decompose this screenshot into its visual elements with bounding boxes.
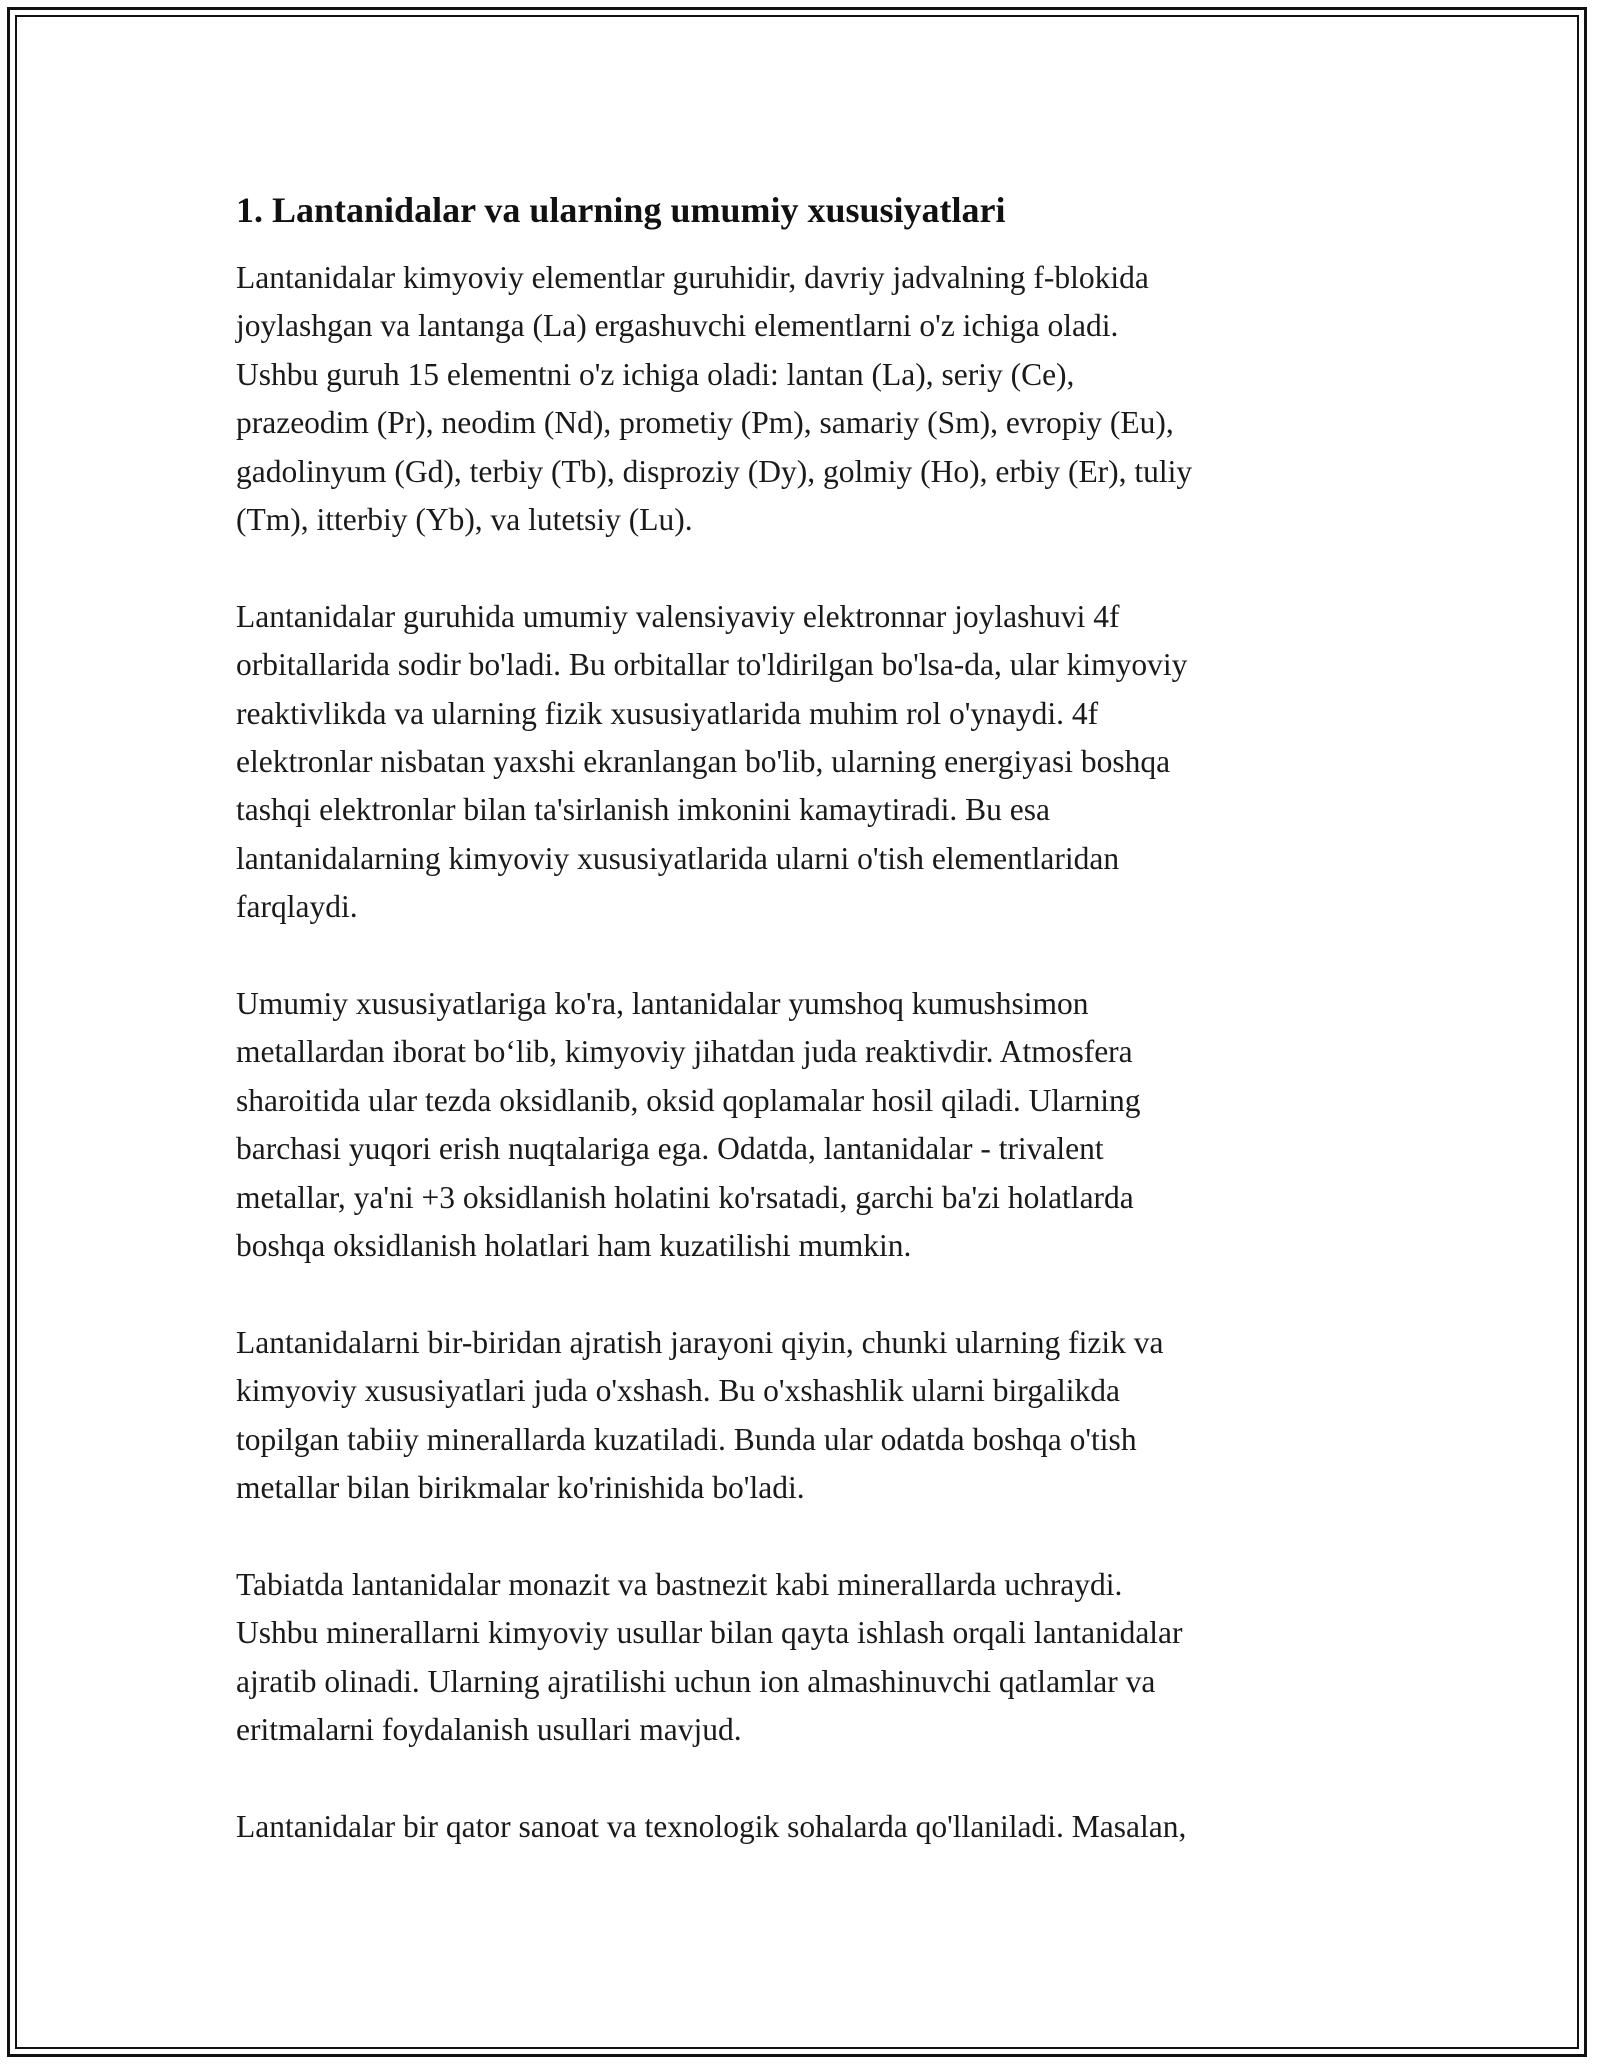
- paragraph-general-properties: Umumiy xususiyatlariga ko'ra, lantanidalar yumshoq kumushsimon metallardan iborat bo‘lib, kimyoviy jihatdan juda reaktivdir. Atmosfera sharoitida ular tezda oksidlanib, oksid qoplamalar hosil qiladi. Ularning barchasi yuqori erish nuqtalariga ega. Odatda, lantanidalar - trivalent metallar, ya'ni +3 oksidlanish holatini ko'rsatadi, garchi ba'zi holatlarda boshqa oksidlanish holatlari ham kuzatilishi mumkin.: [236, 986, 1141, 1264]
- paragraph-applications: Lantanidalar bir qator sanoat va texnologik sohalarda qo'llaniladi. Masalan,: [236, 1808, 1187, 1844]
- paragraph-minerals: Tabiatda lantanidalar monazit va bastnezit kabi minerallarda uchraydi. Ushbu minerallarni kimyoviy usullar bilan qayta ishlash orqali lantanidalar ajratib olinadi. Ularning ajratilishi uchun ion almashinuvchi qatlamlar va eritmalarni foydalanish usullari mavjud.: [236, 1566, 1183, 1748]
- paragraph-separation: Lantanidalarni bir-biridan ajratish jarayoni qiyin, chunki ularning fizik va kimyoviy xususiyatlari juda o'xshash. Bu o'xshashlik ularni birgalikda topilgan tabiiy minerallarda kuzatiladi. Bunda ular odatda boshqa o'tish metallar bilan birikmalar ko'rinishida bo'ladi.: [236, 1324, 1164, 1506]
- paragraph-intro: Lantanidalar kimyoviy elementlar guruhidir, davriy jadvalning f-blokida joylashgan va lantanga (La) ergashuvchi elementlarni o'z ichiga oladi. Ushbu guruh 15 elementni o'z ichiga oladi: lantan (La), seriy (Ce), prazeodim (Pr), neodim (Nd), prometiy (Pm), samariy (Sm), evropiy (Eu), gadolinyum (Gd), terbiy (Tb), disproziy (Dy), golmiy (Ho), erbiy (Er), tuliy (Tm), itterbiy (Yb), va lutetsiy (Lu).: [236, 260, 1193, 538]
- document-body: [236, 186, 1366, 1900]
- section-heading: 1. Lantanidalar va ularning umumiy xususiyatlari: [236, 190, 1006, 230]
- paragraph-4f-electrons: Lantanidalar guruhida umumiy valensiyaviy elektronnar joylashuvi 4f orbitallarida sodir bo'ladi. Bu orbitallar to'ldirilgan bo'lsa-da, ular kimyoviy reaktivlikda va ularning fizik xususiyatlarida muhim rol o'ynaydi. 4f elektronlar nisbatan yaxshi ekranlangan bo'lib, ularning energiyasi boshqa tashqi elektronlar bilan ta'sirlanish imkonini kamaytiradi. Bu esa lantanidalarning kimyoviy xususiyatlarida ularni o'tish elementlaridan farqlaydi.: [236, 598, 1188, 925]
